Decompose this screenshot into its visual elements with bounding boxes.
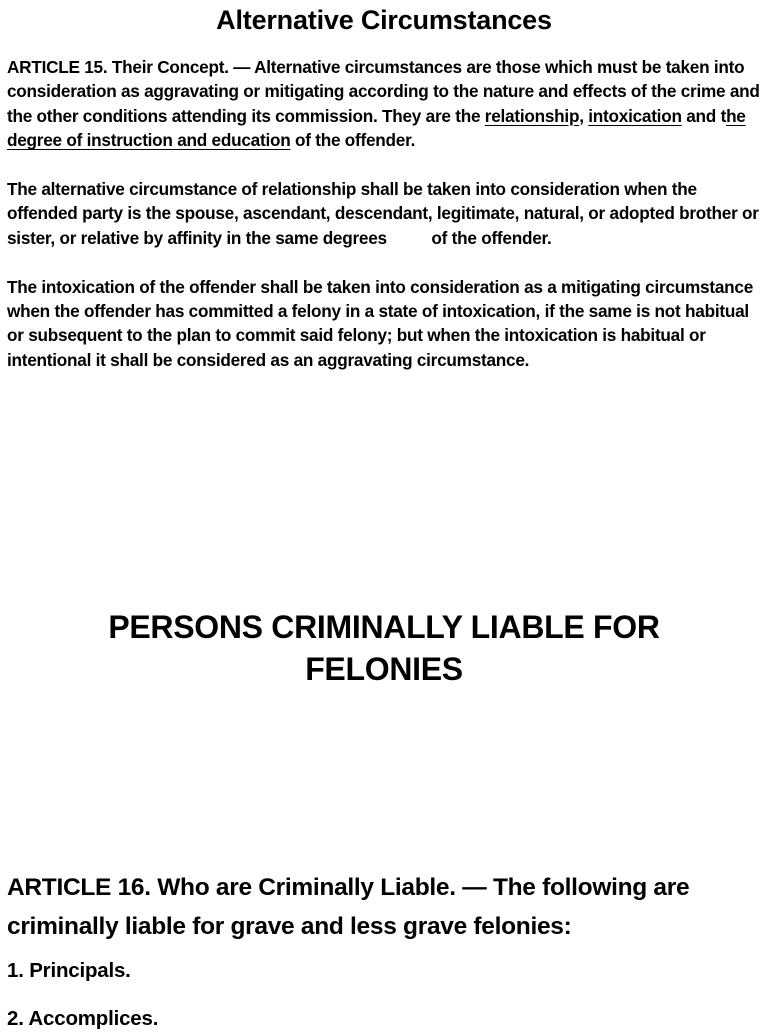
- paragraph-ending: of the offender.: [290, 130, 416, 151]
- term-separator: ,: [579, 105, 589, 126]
- term-intoxication: intoxication: [588, 105, 682, 126]
- list-item-principals: 1. Principals.: [7, 959, 131, 982]
- alternative-circumstances-slide: [0, 0, 768, 434]
- relationship-text: The alternative circumstance of relationship shall be taken into consideration when the offended party is the spouse, ascendant, descendant, legitimate, natural, or adopted brother or sister, or relative by affinity in the same degrees: [7, 179, 759, 248]
- article-16-slide: [7, 868, 759, 1032]
- slide-body: [7, 55, 761, 397]
- list-item-accomplices: 2. Accomplices.: [7, 1007, 159, 1030]
- title-line-2: FELONIES: [305, 651, 463, 687]
- article-16-heading: ARTICLE 16. Who are Criminally Liable. — The following are criminally liable for grave and less grave felonies:: [7, 874, 690, 940]
- paragraph-ending: of the offender.: [426, 227, 552, 248]
- article-15-paragraph: [7, 55, 761, 153]
- intoxication-paragraph: The intoxication of the offender shall be taken into consideration as a mitigating circumstance when the offender has committed a felony in a state of intoxication, if the same is not habitual or subsequent to the plan to commit said felony; but when the intoxication is habitual or intentional it shall be considered as an aggravating circumstance.: [7, 276, 754, 370]
- title-line-1: PERSONS CRIMINALLY LIABLE FOR: [108, 609, 660, 645]
- term-education: he degree of instruction and education: [7, 105, 746, 151]
- article-15-intro: ARTICLE 15. Their Concept. — Alternative circumstances are those which must be taken into consideration as aggravating or mitigating according to the nature and effects of the crime and the other conditions attending its commission. They are the: [7, 57, 760, 126]
- persons-liable-title: [0, 606, 768, 690]
- term-relationship: relationship: [484, 105, 580, 126]
- term-separator: and t: [681, 105, 727, 126]
- slide-title: Alternative Circumstances: [216, 5, 552, 35]
- relationship-paragraph: [7, 177, 761, 250]
